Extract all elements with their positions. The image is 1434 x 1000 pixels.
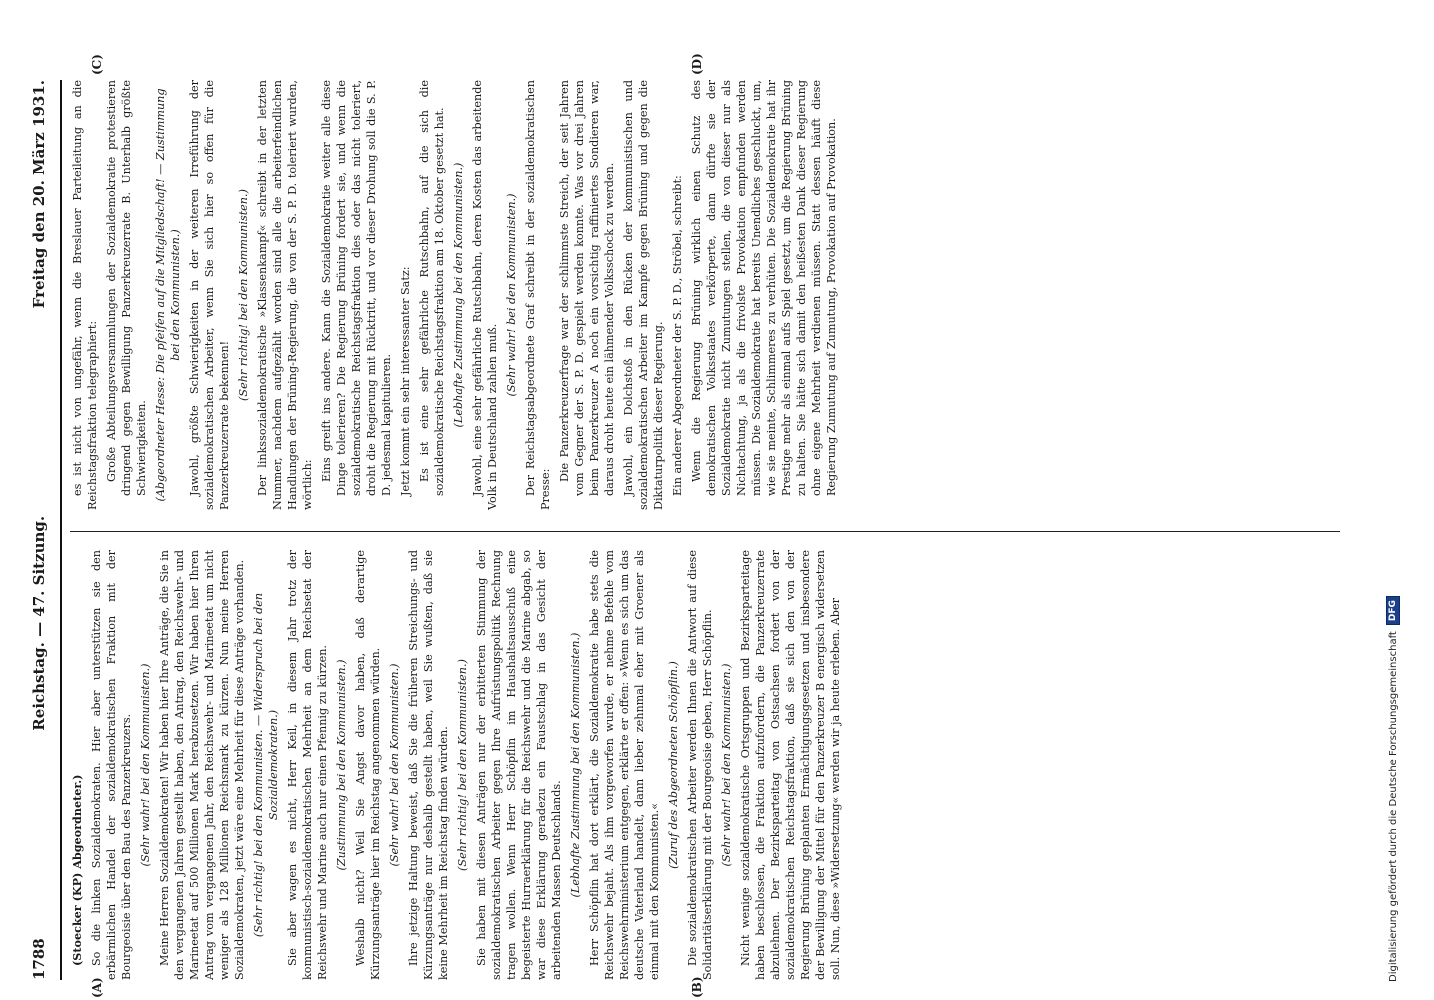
paragraph: Jawohl, ein Dolchstoß in den Rücken der kommunistischen und sozialdemokratischen Arbeiter im Kampfe gegen Brüning und gegen die Diktaturpolitik dieser Regierung. [622, 80, 665, 510]
header-rule [60, 80, 62, 980]
page-header [30, 80, 56, 980]
paragraph: es ist nicht von ungefähr, wenn die Breslauer Parteileitung an die Reichstagsfraktion telegraphiert: [71, 80, 99, 510]
paragraph: So die linken Sozialdemokraten. Hier aber unterstützen sie den erbärmlichen Handel der sozialdemokratischen Fraktion mit der Bourgeoisie über den Bau des Panzerkreuzers. [90, 550, 133, 980]
margin-marker-a: (A) [90, 977, 104, 998]
interjection: (Sehr wahr! bei den Kommunisten.) [505, 193, 518, 397]
paragraph: Jawohl, eine sehr gefährliche Rutschbahn, deren Kosten das arbeitende Volk in Deutschland zahlen muß. [471, 80, 499, 510]
paragraph: Sie aber wagen es nicht, Herr Keil, in diesem Jahr trotz der kommunistisch-sozialdemokratischen Mehrheit an dem Reichsetat der Reichswehr und Marine auch nur einen Pfennig zu kürzen. [286, 550, 329, 980]
document-page [30, 53, 1350, 998]
speaker-line: (Stoecker (KP) Abgeordneter.) [70, 774, 84, 966]
footer [1386, 282, 1400, 982]
paragraph: Jetzt kommt ein sehr interessanter Satz: [399, 266, 412, 496]
paragraph: Sie haben mit diesen Anträgen nur der erbitterten Stimmung der sozialdemokratischen Arbeiter gegen Ihre Aufrüstungspolitik Rechnung tragen wollen. Wenn Herr Schöpflin im Haushaltsausschuß eine begeisterte Hurraerklärung für die Reichswehr und die Marine abgab, so war diese Erklärung geradezu ein Faustschlag in das Gesicht der arbeitenden Massen Deutschlands. [475, 550, 563, 980]
interjection: (Zustimmung bei den Kommunisten.) [335, 659, 348, 871]
quotation: Wenn die Regierung Brüning wirklich einen Schutz des demokratischen Volksstaates verkörperte, dann dürfte sie der Sozialdemokratie nicht Zumutungen stellen, die von dieser nur als Nichtachtung, ja als die frivolste Provokation empfunden werden müssen. Die Sozialdemokratie hat bereits Unendliches geschluckt, um, wie sie meinte, Schlimmeres zu verhüten. Die Sozialdemokratie hat ihr Prestige mehr als einmal aufs Spiel gesetzt, um die Regierung Brüning zu halten. Sie hätte sich damit den heißesten Dank dieser Regierung ohne eigene Mehrheit verdienen müssen. Statt dessen häuft diese Regierung Zumutung auf Zumutung, Provokation auf Provokation. [690, 80, 838, 496]
paragraph: Weshalb nicht? Weil Sie Angst davor haben, daß derartige Kürzungsanträge hier im Reichstag angenommen würden. [354, 550, 382, 980]
right-column [70, 80, 1340, 510]
page-number: 1788 [30, 938, 48, 980]
paragraph: Der linkssozialdemokratische »Klassenkampf« schreibt in der letzten Nummer, nachdem aufgezählt worden sind alle die arbeiterfeindlichen Handlungen der Brüning-Regierung, die von der S. P. D. toleriert wurden, wörtlich: [256, 80, 314, 510]
session-title: Reichstag. — 47. Sitzung. [30, 515, 48, 731]
interjection: (Abgeordneter Hesse: Die pfeifen auf die Mitgliedschaft! — Zustimmung bei den Kommunisten.) [154, 88, 182, 502]
quotation: Große Abteilungsversammlungen der Sozialdemokratie protestieren dringend gegen Bewilligung Panzerkreuzerrate B. Unterhalb größte Schwierigkeiten. [105, 80, 148, 496]
quotation: Die Panzerkreuzerfrage war der schlimmste Streich, der seit Jahren vom Gegner der S. P. D. gespielt werden konnte. Was vor drei Jahren beim Panzerkreuzer A noch ein vorsichtig raffiniertes Sondieren war, daraus droht heute ein lähmender Volksschock zu werden. [558, 80, 616, 496]
quotation: Eins greift ins andere. Kann die Sozialdemokratie weiter alle diese Dinge tolerieren? Die Regierung Brüning fordert sie, und wenn die sozialdemokratische Reichstagsfraktion dies oder das nicht toleriert, droht die Regierung mit Rücktritt, und vor dieser Drohung soll die S. P. D. jedesmal kapitulieren. [320, 80, 393, 496]
interjection: (Sehr wahr! bei den Kommunisten.) [139, 663, 152, 867]
paragraph: Herr Schöpflin hat dort erklärt, die Sozialdemokratie habe stets die Reichswehr bejaht. Als ihm vorgeworfen wurde, er nehme Befehle vom Reichswehrministerium entgegen, erklärte er offen: »Wenn es sich um das deutsche Vaterland handelt, dann lieber zehnmal eher mit Groener als einmal mit den Kommunisten.« [588, 550, 661, 980]
margin-marker-d: (D) [690, 53, 704, 75]
interjection: (Lebhafte Zustimmung bei den Kommunisten.) [452, 162, 465, 428]
interjection: (Lebhafte Zustimmung bei den Kommunisten.) [569, 632, 582, 898]
footer-text: Digitalisierung gefördert durch die Deutsche Forschungsgemeinschaft [1387, 631, 1399, 982]
margin-marker-b: (B) [690, 976, 704, 998]
column-divider [70, 531, 1340, 532]
interjection: (Zuruf des Abgeordneten Schöpflin.) [667, 661, 680, 869]
paragraph: Ihre jetzige Haltung beweist, daß Sie die früheren Streichungs- und Kürzungsanträge nur deshalb gestellt haben, weil Sie wußten, daß sie keine Mehrheit im Reichstag finden würden. [407, 550, 450, 980]
paragraph: Meine Herren Sozialdemokraten! Wir haben hier Ihre Anträge, die Sie in den vergangenen Jahren gestellt haben, den Antrag, den Reichswehr- und Marineetat auf 500 Millionen Mark herabzusetzen. Wir haben hier Ihren Antrag vom vergangenen Jahr, den Reichswehr- und Marineetat um nicht weniger als 128 Millionen Reichsmark zu kürzen. Nun meine Herren Sozialdemokraten, jetzt wäre eine Mehrheit für diese Anträge vorhanden. [158, 550, 246, 980]
interjection: (Sehr wahr! bei den Kommunisten.) [720, 663, 733, 867]
interjection: (Sehr richtig! bei den Kommunisten. — Widerspruch bei den Sozialdemokraten.) [252, 592, 280, 938]
paragraph: Ein anderer Abgeordneter der S. P. D., Ströbel, schreibt: [671, 175, 684, 496]
interjection: (Sehr richtig! bei den Kommunisten.) [456, 659, 469, 871]
interjection: (Sehr wahr! bei den Kommunisten.) [388, 663, 401, 867]
quotation: Es ist eine sehr gefährliche Rutschbahn, auf die sich die sozialdemokratische Reichstagsfraktion am 18. Oktober gesetzt hat. [418, 80, 446, 496]
dfg-logo: DFG [1386, 596, 1400, 625]
paragraph: Jawohl, größte Schwierigkeiten in der weiteren Irreführung der sozialdemokratischen Arbeiter, wenn Sie sich hier so offen für die Panzerkreuzerrate bekennen! [188, 80, 231, 510]
interjection: (Sehr richtig! bei den Kommunisten.) [237, 189, 250, 401]
paragraph: Der Reichstagsabgeordnete Graf schreibt in der sozialdemokratischen Presse: [524, 80, 552, 510]
margin-marker-c: (C) [90, 54, 104, 75]
left-column [70, 550, 1340, 980]
paragraph: Nicht wenige sozialdemokratische Ortsgruppen und Bezirksparteitage haben beschlossen, die Fraktion aufzufordern, die Panzerkreuzerrate abzulehnen. Der Bezirksparteitag von Ostsachsen fordert von der sozialdemokratischen Reichstagsfraktion, daß sie sich den von der Regierung Brüning geplanten Ermächtigungsgesetzen und insbesondere der Bewilligung der Mittel für den Panzerkreuzer B energisch widersetzen soll. Nun, diese »Widersetzung« werden wir ja heute erleben. Aber [739, 550, 842, 980]
session-date: Freitag den 20. März 1931. [30, 80, 48, 309]
paragraph: Die sozialdemokratischen Arbeiter werden Ihnen die Antwort auf diese Solidaritätserklärung mit der Bourgeoisie geben, Herr Schöpflin. [686, 550, 714, 980]
